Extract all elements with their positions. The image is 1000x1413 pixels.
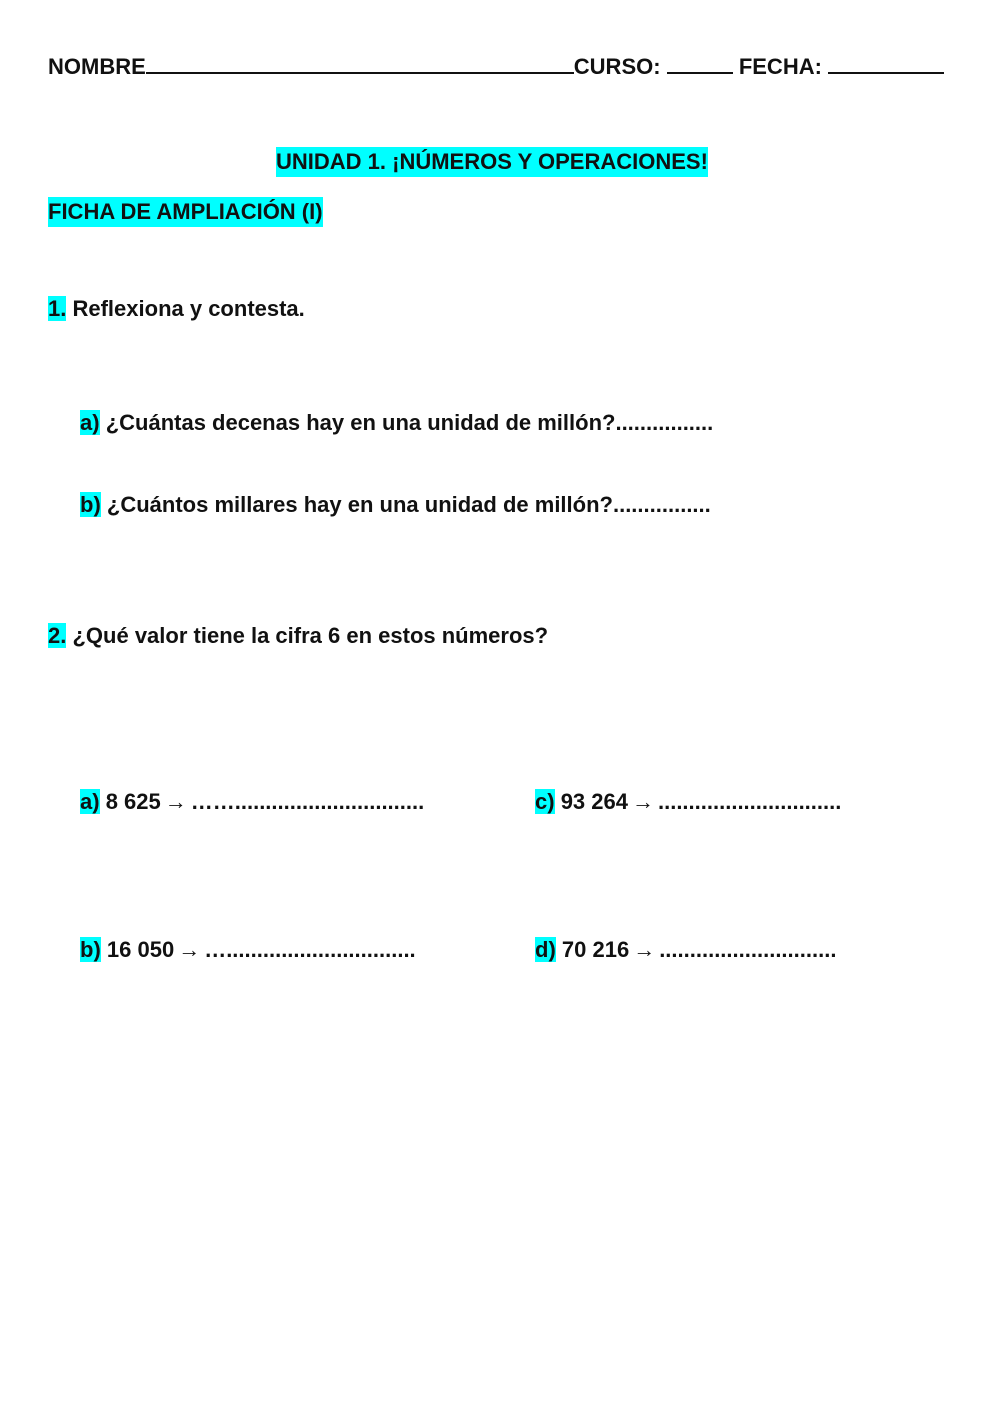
answer-blank[interactable]: ……............................... xyxy=(190,789,425,814)
item-letter: d) xyxy=(535,937,556,962)
date-label: FECHA: xyxy=(738,54,822,79)
arrow-right-icon: → xyxy=(164,789,187,814)
arrow-right-icon: → xyxy=(631,789,654,814)
exercise-2-item-d xyxy=(535,935,836,965)
item-letter: b) xyxy=(80,492,101,517)
item-question: ¿Cuántas decenas hay en una unidad de millón? xyxy=(105,410,616,435)
answer-blank[interactable]: ................ xyxy=(615,410,714,435)
answer-blank[interactable]: ................ xyxy=(612,492,711,517)
exercise-1-text: Reflexiona y contesta. xyxy=(72,296,305,321)
item-question: ¿Cuántos millares hay en una unidad de millón? xyxy=(106,492,613,517)
exercise-1-prompt xyxy=(48,294,305,324)
item-number: 70 216 xyxy=(561,937,630,962)
worksheet-subtitle: FICHA DE AMPLIACIÓN (I) xyxy=(48,197,323,227)
answer-blank[interactable]: …............................... xyxy=(204,937,416,962)
exercise-2-item-c xyxy=(535,787,841,817)
course-blank[interactable] xyxy=(667,50,733,74)
name-label: NOMBRE xyxy=(48,54,146,79)
exercise-1-item-a xyxy=(80,408,713,438)
date-blank[interactable] xyxy=(828,50,944,74)
exercise-1-number: 1. xyxy=(48,296,67,321)
arrow-right-icon: → xyxy=(633,937,656,962)
exercise-2-item-a xyxy=(80,787,424,817)
item-number: 16 050 xyxy=(106,937,175,962)
page-title: UNIDAD 1. ¡NÚMEROS Y OPERACIONES! xyxy=(276,147,708,177)
student-header xyxy=(48,50,952,82)
item-letter: a) xyxy=(80,410,100,435)
arrow-right-icon: → xyxy=(178,937,201,962)
name-blank[interactable] xyxy=(146,50,574,74)
course-label: CURSO: xyxy=(573,54,661,79)
exercise-2-text: ¿Qué valor tiene la cifra 6 en estos números? xyxy=(72,623,549,648)
exercise-2-item-b xyxy=(80,935,416,965)
item-letter: c) xyxy=(535,789,555,814)
item-letter: a) xyxy=(80,789,100,814)
item-letter: b) xyxy=(80,937,101,962)
exercise-2-prompt xyxy=(48,621,548,651)
answer-blank[interactable]: .............................. xyxy=(657,789,842,814)
item-number: 93 264 xyxy=(560,789,628,814)
item-number: 8 625 xyxy=(105,789,161,814)
exercise-1-item-b xyxy=(80,490,711,520)
exercise-2-number: 2. xyxy=(48,623,67,648)
answer-blank[interactable]: ............................. xyxy=(659,937,837,962)
